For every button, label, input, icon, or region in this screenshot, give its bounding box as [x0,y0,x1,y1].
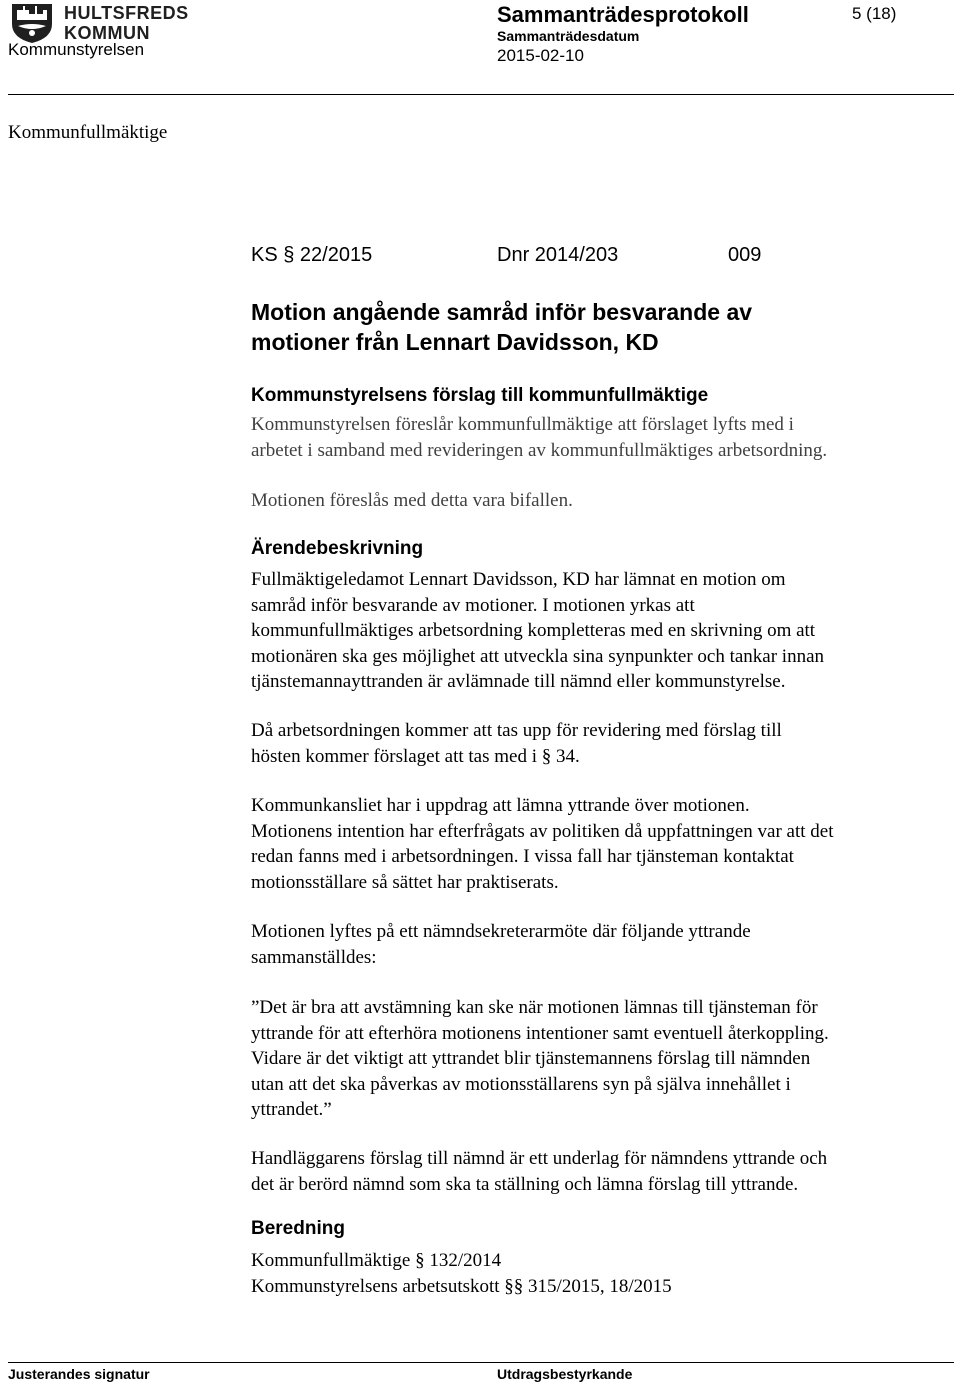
text-line: motionsställare så sättet har praktiserats. [251,871,559,893]
diary-number: Dnr 2014/203 [497,244,619,266]
text-line: Handläggarens förslag till nämnd är ett underlag för nämndens yttrande och [251,1148,828,1169]
footer-divider [8,1362,954,1363]
header-divider [8,94,954,95]
text-line: Fullmäktigeledamot Lennart Davidsson, KD har lämnat en motion om [251,569,786,590]
text-line: utan att det ska påverkas av motionsställarens syn på själva innehållet i [251,1073,791,1095]
text-line: det är berörd nämnd som ska ta ställning och lämna förslag till yttrande. [251,1173,799,1195]
proposal-text [251,412,941,463]
classification-code: 009 [728,244,762,266]
text-line: Vidare är det viktigt att yttrandet blir tjänstemannens förslag till nämnden [251,1048,811,1069]
description-heading: Ärendebeskrivning [251,538,424,559]
text-line: Kommunstyrelsens arbetsutskott §§ 315/2015, 18/2015 [251,1275,672,1297]
text-line: arbetet i samband med revideringen av kommunfullmäktiges arbetsordning. [251,439,828,461]
text-line: tjänstemannayttranden är avlämnade till nämnd eller kommunstyrelse. [251,671,786,692]
logo-text-line2: KOMMUN [64,23,150,43]
text-line: Då arbetsordningen kommer att tas upp för revidering med förslag till [251,720,782,741]
text-line: yttrandet.” [251,1099,332,1120]
document-title: Sammanträdesprotokoll [497,2,749,27]
meeting-date-label: Sammanträdesdatum [497,28,640,44]
text-line: hösten kommer förslaget att tas med i § 34. [251,745,580,767]
text-line: Kommunkansliet har i uppdrag att lämna yttrande över motionen. [251,795,750,816]
logo-text-line1: HULTSFREDS [64,3,189,23]
municipality-logo [8,2,188,42]
text-line: Kommunfullmäktige § 132/2014 [251,1250,502,1271]
quoted-statement [251,995,941,1123]
text-line: kommunfullmäktiges arbetsordning kompletteras med en skrivning om att [251,620,816,641]
proposal-heading: Kommunstyrelsens förslag till kommunfullmäktige [251,385,709,406]
text-line: Motionen lyftes på ett nämndsekreterarmöte där följande yttrande [251,921,751,942]
text-line: Motionens intention har efterfrågats av politiken då uppfattningen var att det [251,820,834,842]
text-line: Kommunstyrelsen föreslår kommunfullmäktige att förslaget lyfts med i [251,414,794,435]
ks-paragraph-number: KS § 22/2015 [251,244,373,266]
text-line: yttrande för att efterhöra motionens intentioner samt eventuell återkoppling. [251,1022,829,1044]
receiving-body: Kommunfullmäktige [8,122,168,143]
signature-label: Justerandes signatur [8,1366,150,1382]
coat-of-arms-icon [8,2,56,44]
description-paragraph-2 [251,718,941,769]
text-line: motionären ska ges möjlighet att utveckla sina synpunkter och tankar innan [251,645,825,667]
preparation-heading: Beredning [251,1218,345,1239]
page-number: 5 (18) [852,4,897,23]
preparation-references [251,1248,941,1299]
proposal-decision: Motionen föreslås med detta vara bifallen. [251,490,573,511]
organisation-name: Kommunstyrelsen [8,40,145,59]
description-paragraph-3 [251,793,941,895]
case-title [251,297,752,357]
text-line: redan fanns med i arbetsordningen. I vissa fall har tjänsteman kontaktat [251,846,794,867]
text-line: sammanställdes: [251,946,377,968]
text-line: samråd inför besvarande av motioner. I motionen yrkas att [251,594,695,616]
description-paragraph-5 [251,1146,941,1197]
case-title-line: motioner från Lennart Davidsson, KD [251,329,659,355]
description-paragraph-4 [251,919,941,970]
description-paragraph-1 [251,567,941,695]
text-line: ”Det är bra att avstämning kan ske när motionen lämnas till tjänsteman för [251,997,818,1018]
meeting-date: 2015-02-10 [497,46,584,65]
case-title-line: Motion angående samråd inför besvarande av [251,299,753,325]
extract-label: Utdragsbestyrkande [497,1366,633,1382]
